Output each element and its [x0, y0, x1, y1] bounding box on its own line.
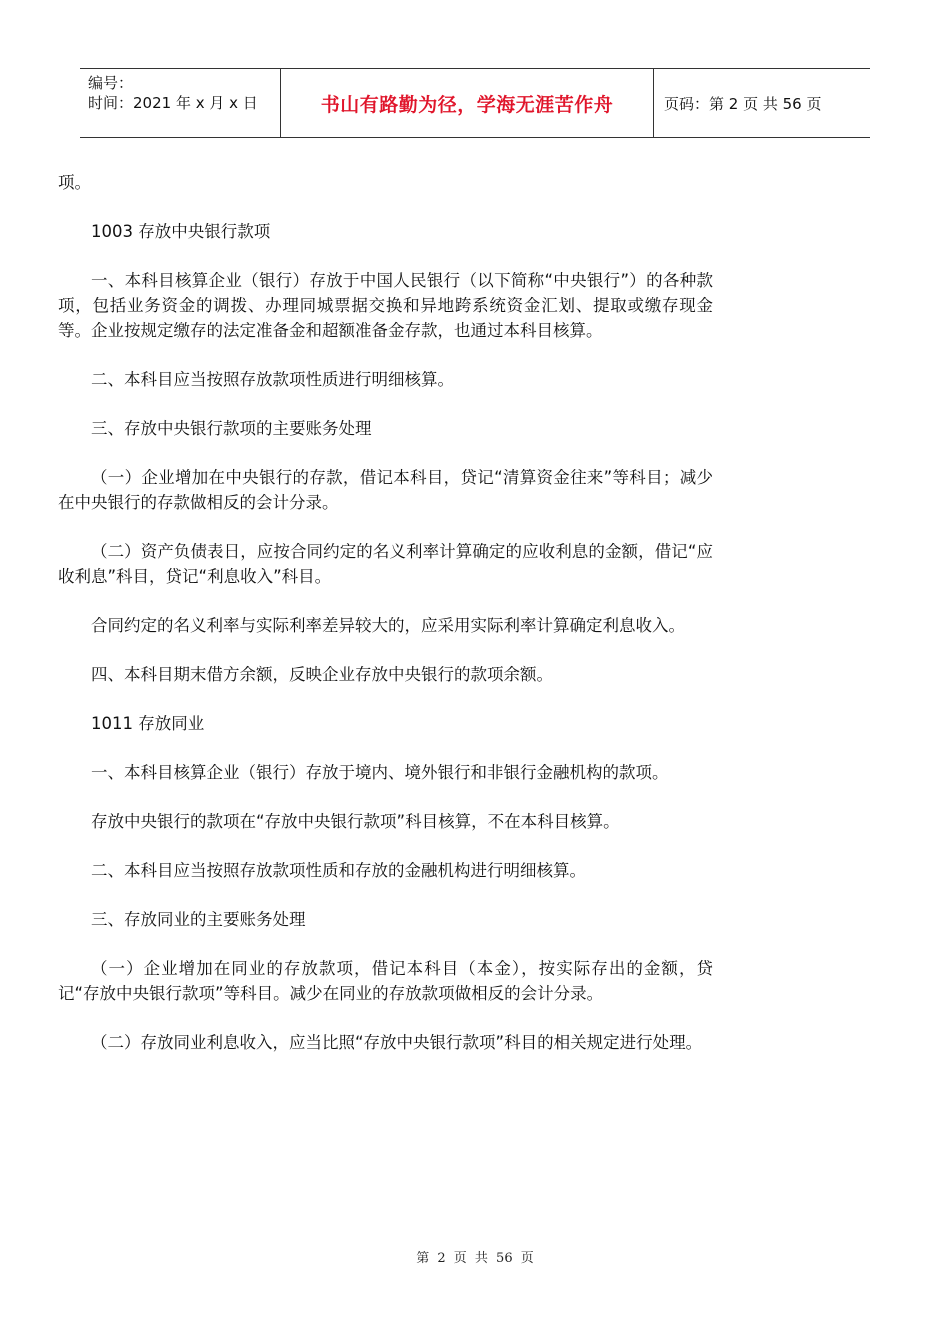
paragraph: 三、存放中央银行款项的主要账务处理	[91, 419, 372, 438]
document-body	[58, 170, 713, 1079]
code-label: 编号：	[88, 74, 134, 92]
header-page-cell	[654, 69, 870, 137]
paragraph: （二）存放同业利息收入，应当比照“存放中央银行款项”科目的相关规定进行处理。	[91, 1033, 703, 1052]
paragraph: 三、存放同业的主要账务处理	[91, 910, 306, 929]
paragraph: （一）企业增加在同业的存放款项，借记本科目（本金），按实际存出的金额，贷记“存放中央银行款项”等科目。减少在同业的存放款项做相反的会计分录。	[58, 959, 713, 1003]
paragraph: 二、本科目应当按照存放款项性质和存放的金融机构进行明细核算。	[91, 861, 586, 880]
header-meta	[80, 69, 281, 137]
paragraph: 合同约定的名义利率与实际利率差异较大的，应采用实际利率计算确定利息收入。	[91, 616, 685, 635]
paragraph: 一、本科目核算企业（银行）存放于中国人民银行（以下简称“中央银行”）的各种款项，包括业务资金的调拨、办理同城票据交换和异地跨系统资金汇划、提取或缴存现金等。企业按规定缴存的法定准备金和超额准备金存款，也通过本科目核算。	[58, 271, 713, 340]
page-footer: 第 2 页 共 56 页	[416, 1251, 534, 1266]
paragraph: 二、本科目应当按照存放款项性质进行明细核算。	[91, 370, 454, 389]
paragraph: （一）企业增加在中央银行的存款，借记本科目，贷记“清算资金往来”等科目；减少在中央银行的存款做相反的会计分录。	[58, 468, 713, 512]
section-heading-1003: 1003 存放中央银行款项	[91, 222, 271, 241]
document-header	[80, 68, 870, 138]
paragraph: 四、本科目期末借方余额，反映企业存放中央银行的款项余额。	[91, 665, 553, 684]
date-label: 时间：2021 年 x 月 x 日	[88, 94, 258, 112]
paragraph-continuation: 项。	[58, 173, 91, 192]
paragraph: 一、本科目核算企业（银行）存放于境内、境外银行和非银行金融机构的款项。	[91, 763, 669, 782]
paragraph: 存放中央银行的款项在“存放中央银行款项”科目核算，不在本科目核算。	[91, 812, 620, 831]
page-label: 页码：第 2 页 共 56 页	[664, 94, 822, 113]
motto-text: 书山有路勤为径，学海无涯苦作舟	[320, 93, 614, 116]
header-motto-cell	[281, 69, 654, 137]
paragraph: （二）资产负债表日，应按合同约定的名义利率计算确定的应收利息的金额，借记“应收利息”科目，贷记“利息收入”科目。	[58, 542, 713, 586]
section-heading-1011: 1011 存放同业	[91, 714, 205, 733]
